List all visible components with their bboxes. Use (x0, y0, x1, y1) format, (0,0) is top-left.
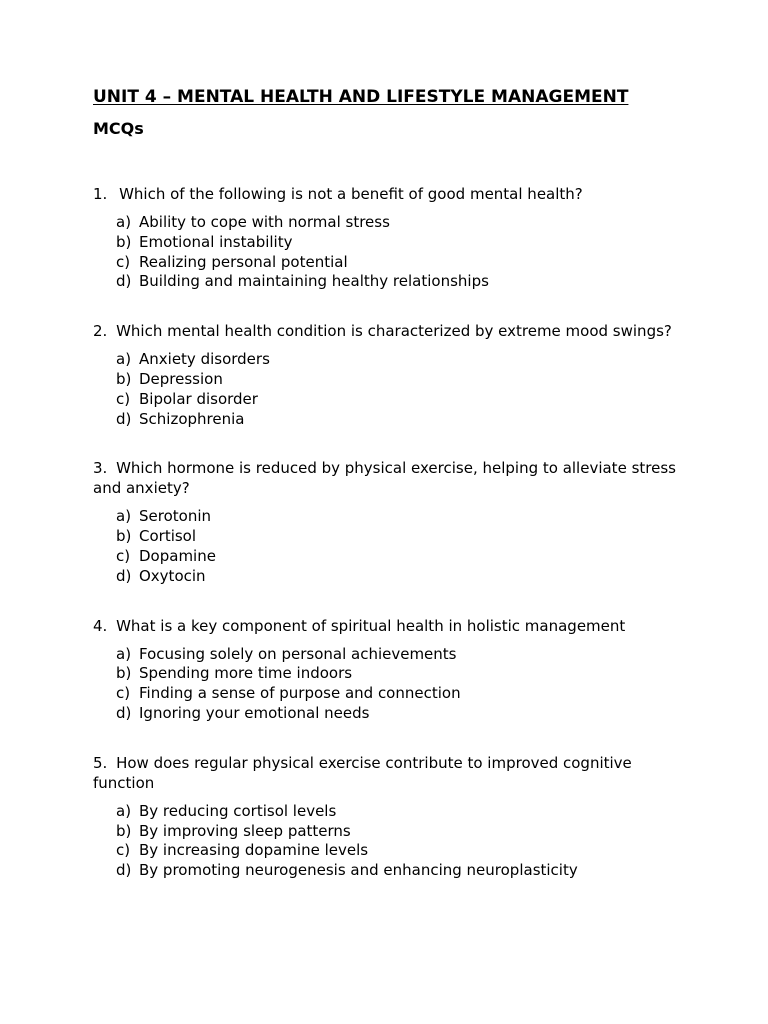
option-text: By reducing cortisol levels (139, 801, 337, 820)
option-c (116, 684, 683, 704)
option-letter: d) (116, 703, 132, 722)
option-b (116, 822, 683, 842)
option-text: By promoting neurogenesis and enhancing neuroplasticity (139, 861, 578, 880)
document-title: UNIT 4 – MENTAL HEALTH AND LIFESTYLE MANAGEMENT (93, 87, 629, 107)
option-letter: a) (116, 801, 132, 820)
question-text (93, 321, 683, 341)
question-prompt: Which of the following is not a benefit of good mental health? (119, 185, 583, 203)
option-letter: d) (116, 272, 132, 291)
option-list (93, 645, 683, 724)
option-d (116, 272, 683, 292)
option-list (93, 350, 683, 429)
option-a (116, 507, 683, 527)
option-letter: c) (116, 546, 131, 565)
option-text: Building and maintaining healthy relationships (139, 272, 489, 291)
option-list (93, 213, 683, 292)
question-3 (93, 458, 683, 586)
option-letter: d) (116, 861, 132, 880)
question-4 (93, 616, 683, 724)
document-subtitle: MCQs (93, 119, 144, 138)
option-text: Dopamine (139, 546, 216, 565)
option-list (93, 802, 683, 881)
option-text: Anxiety disorders (139, 350, 270, 369)
option-list (93, 507, 683, 586)
option-letter: b) (116, 821, 132, 840)
option-letter: c) (116, 841, 131, 860)
option-text: Focusing solely on personal achievements (139, 644, 457, 663)
option-text: By improving sleep patterns (139, 821, 351, 840)
question-list (93, 184, 683, 881)
question-prompt: Which hormone is reduced by physical exercise, helping to alleviate stress and anxiety? (93, 459, 676, 498)
option-a (116, 213, 683, 233)
option-a (116, 802, 683, 822)
question-prompt: Which mental health condition is characterized by extreme mood swings? (116, 322, 672, 341)
question-number: 4. (93, 616, 108, 635)
option-text: Cortisol (139, 527, 197, 546)
option-c (116, 547, 683, 567)
option-letter: c) (116, 684, 131, 703)
question-text (93, 616, 683, 636)
option-text: Finding a sense of purpose and connection (139, 684, 461, 703)
option-c (116, 253, 683, 273)
option-letter: d) (116, 409, 132, 428)
option-b (116, 370, 683, 390)
option-text: Oxytocin (139, 566, 206, 585)
option-text: By increasing dopamine levels (139, 841, 369, 860)
option-d (116, 567, 683, 587)
option-b (116, 233, 683, 253)
option-text: Bipolar disorder (139, 389, 258, 408)
option-text: Emotional instability (139, 232, 293, 251)
option-text: Ignoring your emotional needs (139, 703, 370, 722)
option-text: Serotonin (139, 507, 212, 526)
question-text (93, 753, 683, 793)
question-prompt: What is a key component of spiritual health in holistic management (116, 616, 626, 635)
option-letter: b) (116, 664, 132, 683)
option-d (116, 704, 683, 724)
option-letter: a) (116, 213, 132, 231)
option-letter: c) (116, 389, 131, 408)
option-letter: a) (116, 507, 132, 526)
option-text: Spending more time indoors (139, 664, 353, 683)
option-text: Realizing personal potential (139, 252, 348, 271)
question-1 (93, 184, 683, 292)
option-a (116, 645, 683, 665)
option-text: Depression (139, 369, 223, 388)
question-text (93, 458, 683, 498)
option-letter: a) (116, 350, 132, 369)
question-number: 3. (93, 459, 108, 478)
document-page (93, 86, 683, 910)
option-d (116, 410, 683, 430)
option-letter: b) (116, 527, 132, 546)
option-letter: d) (116, 566, 132, 585)
option-text: Schizophrenia (139, 409, 245, 428)
question-number: 1. (93, 185, 108, 203)
option-letter: a) (116, 644, 132, 663)
option-c (116, 390, 683, 410)
option-a (116, 350, 683, 370)
question-prompt: How does regular physical exercise contribute to improved cognitive function (93, 753, 632, 792)
option-b (116, 664, 683, 684)
question-5 (93, 753, 683, 881)
question-2 (93, 321, 683, 429)
option-letter: c) (116, 252, 131, 271)
question-number: 2. (93, 322, 108, 341)
option-c (116, 841, 683, 861)
option-b (116, 527, 683, 547)
question-text (93, 184, 683, 204)
option-text: Ability to cope with normal stress (139, 213, 390, 231)
option-letter: b) (116, 232, 132, 251)
option-d (116, 861, 683, 881)
question-number: 5. (93, 753, 108, 772)
option-letter: b) (116, 369, 132, 388)
